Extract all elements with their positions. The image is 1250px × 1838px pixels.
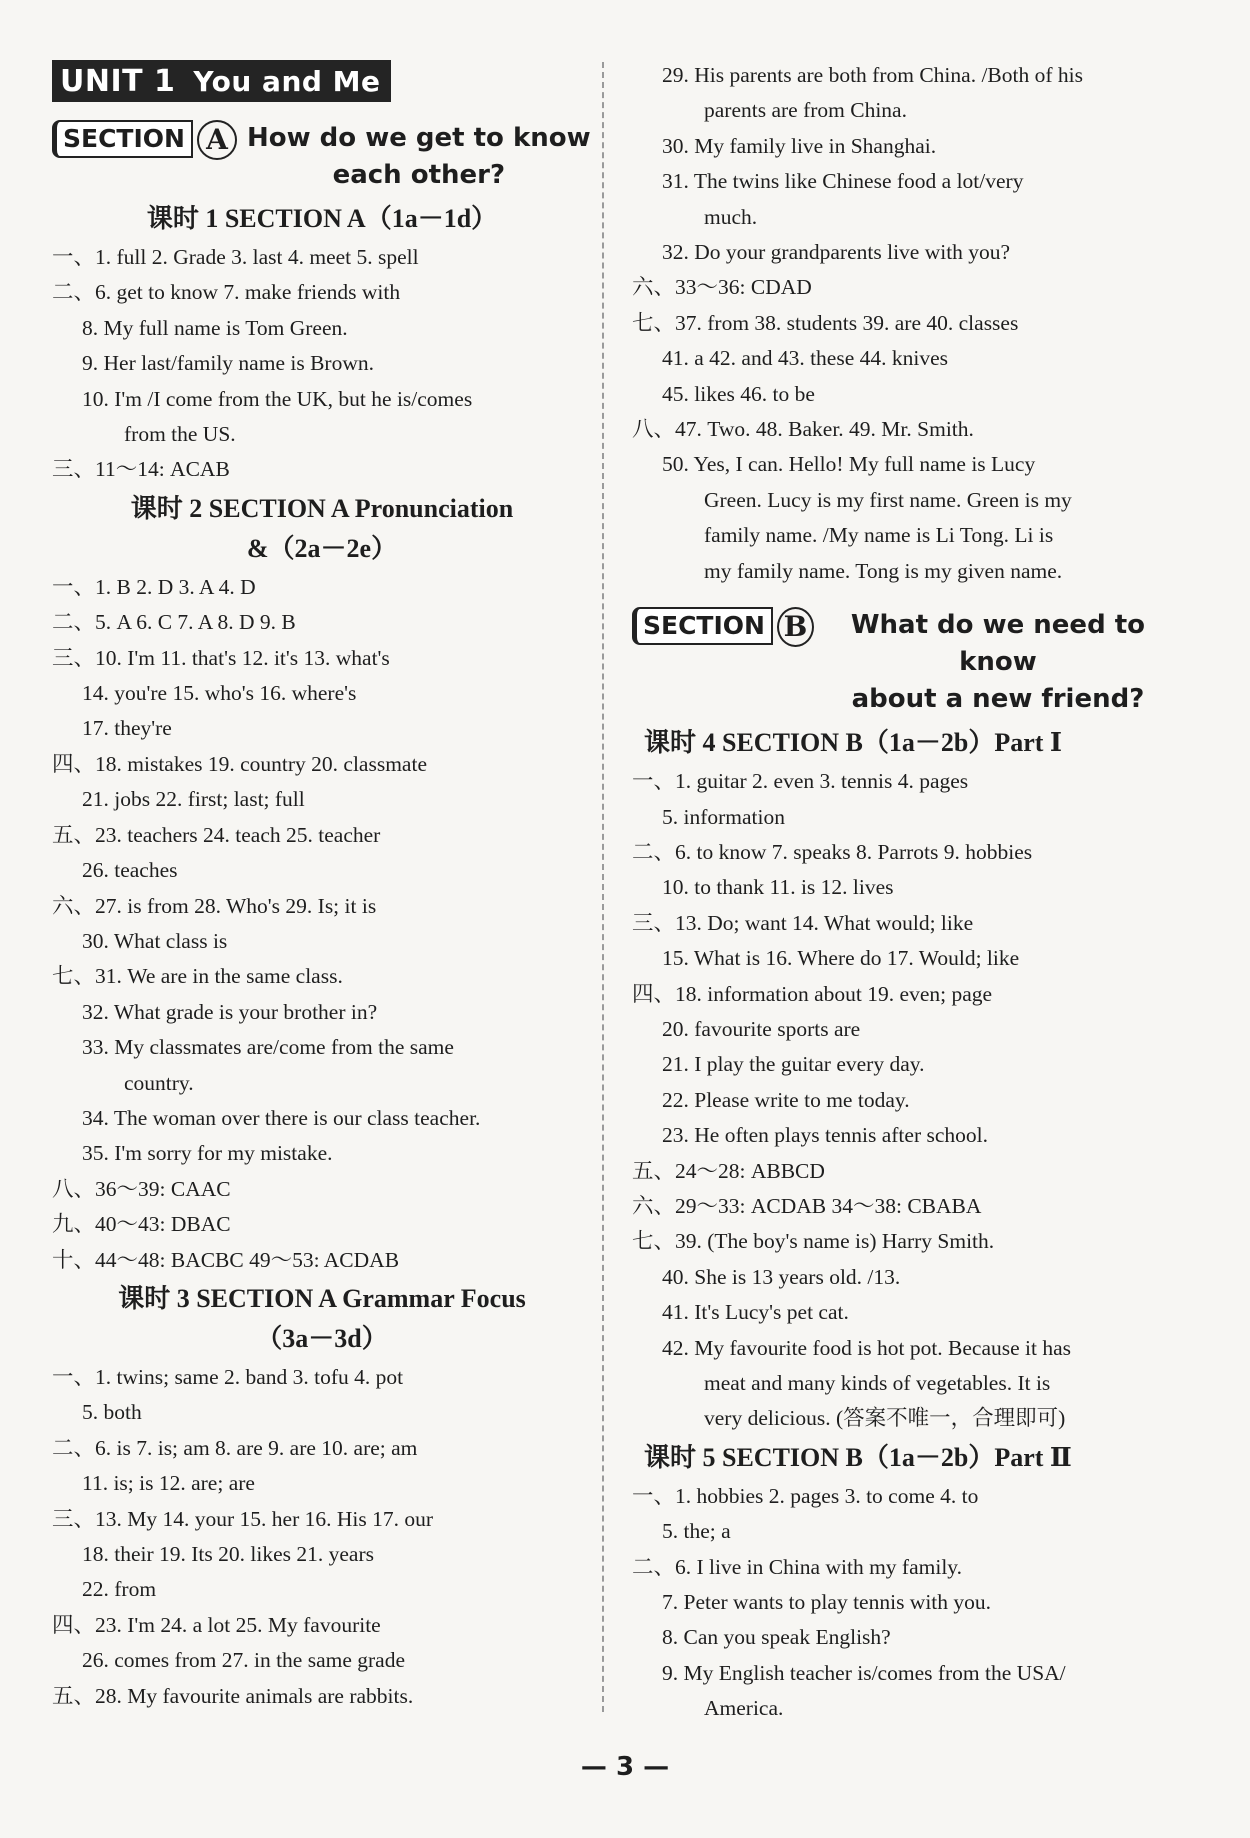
answer-line: 21. I play the guitar every day. <box>662 1052 925 1077</box>
answer-line: 35. I'm sorry for my mistake. <box>82 1141 333 1166</box>
lesson-1-heading: 课时 1 SECTION A（1a－1d） <box>146 204 498 233</box>
answer-line: 一、1. full 2. Grade 3. last 4. meet 5. spell <box>52 245 419 269</box>
answer-line: 9. My English teacher is/comes from the USA/ <box>662 1660 1066 1685</box>
section-a-title <box>247 120 591 194</box>
answer-line: 八、47. Two. 48. Baker. 49. Mr. Smith. <box>632 417 974 442</box>
answer-line: 六、33～36: CDAD <box>632 275 812 300</box>
answer-line: much. <box>704 204 758 229</box>
answer-line: 二、6. is 7. is; am 8. are 9. are 10. are; am <box>52 1435 418 1460</box>
answer-line: 三、11～14: ACAB <box>52 457 230 482</box>
answer-line: 8. My full name is Tom Green. <box>82 315 348 340</box>
section-b-title-line2: about a new friend? <box>851 684 1145 715</box>
section-b-title <box>824 607 1172 718</box>
section-b-title-line1: What do we need to know <box>850 610 1146 678</box>
answer-line: 50. Yes, I can. Hello! My full name is Lucy <box>662 452 1036 477</box>
answer-line: 六、27. is from 28. Who's 29. Is; it is <box>52 893 377 918</box>
unit-label: UNIT 1 <box>60 64 176 99</box>
answer-line: Green. Lucy is my first name. Green is my <box>704 487 1072 512</box>
answer-line: 四、18. mistakes 19. country 20. classmate <box>52 751 427 776</box>
answer-line: 九、40～43: DBAC <box>52 1212 231 1237</box>
answer-line: 17. they're <box>82 716 172 741</box>
answer-line: 18. their 19. Its 20. likes 21. years <box>82 1542 374 1566</box>
section-b-header <box>632 607 1172 718</box>
answer-line: 40. She is 13 years old. /13. <box>662 1264 901 1289</box>
answer-line: 30. My family live in Shanghai. <box>662 133 937 158</box>
answer-line: 八、36～39: CAAC <box>52 1176 231 1201</box>
answer-line: family name. /My name is Li Tong. Li is <box>704 523 1054 548</box>
answer-line: 15. What is 16. Where do 17. Would; like <box>662 946 1020 971</box>
answer-line: 五、23. teachers 24. teach 25. teacher <box>52 822 381 847</box>
left-column <box>52 58 592 1714</box>
answer-line: 41. It's Lucy's pet cat. <box>662 1300 849 1325</box>
answer-line: 一、1. twins; same 2. band 3. tofu 4. pot <box>52 1364 404 1389</box>
answer-line: 三、10. I'm 11. that's 12. it's 13. what's <box>52 645 390 670</box>
answer-line: 23. He often plays tennis after school. <box>662 1123 988 1148</box>
answer-line: 14. you're 15. who's 16. where's <box>82 681 357 706</box>
answer-line: 一、1. hobbies 2. pages 3. to come 4. to <box>632 1483 979 1508</box>
answer-line: country. <box>124 1070 194 1095</box>
answer-line: meat and many kinds of vegetables. It is <box>704 1371 1051 1395</box>
section-a-header <box>52 120 592 194</box>
answer-line: 42. My favourite food is hot pot. Because it has <box>662 1335 1072 1360</box>
lesson-4-heading: 课时 4 SECTION B（1a－2b）Part Ⅰ <box>644 728 1063 758</box>
answer-line: 29. His parents are both from China. /Both of his <box>662 63 1083 87</box>
answer-line: 三、13. My 14. your 15. her 16. His 17. our <box>52 1506 434 1531</box>
section-b-letter: B <box>777 607 814 647</box>
answer-line: 7. Peter wants to play tennis with you. <box>662 1590 992 1615</box>
answer-line: 21. jobs 22. first; last; full <box>82 787 305 812</box>
lesson-3-heading-sub: （3a－3d） <box>256 1323 388 1353</box>
answer-line: America. <box>704 1696 784 1721</box>
lesson-2-heading-sub: &（2a－2e） <box>246 533 398 563</box>
right-column <box>632 58 1172 1727</box>
answer-line: 七、31. We are in the same class. <box>52 964 343 989</box>
section-a-letter: A <box>197 120 237 160</box>
answer-line: 一、1. B 2. D 3. A 4. D <box>52 574 256 599</box>
unit-banner <box>52 60 391 102</box>
answer-line: 11. is; is 12. are; are <box>82 1471 255 1496</box>
answer-line: 五、24～28: ABBCD <box>632 1158 825 1183</box>
section-a-title-line2: each other? <box>332 160 506 190</box>
answer-line: my family name. Tong is my given name. <box>704 558 1063 583</box>
page-number: — 3 — <box>580 1752 670 1782</box>
answer-line: 二、6. get to know 7. make friends with <box>52 280 401 305</box>
answer-line: 26. comes from 27. in the same grade <box>82 1648 406 1673</box>
answer-line: 20. favourite sports are <box>662 1016 861 1041</box>
answer-line: 二、6. I live in China with my family. <box>632 1554 963 1579</box>
answer-line: 22. Please write to me today. <box>662 1087 910 1112</box>
answer-line: 二、6. to know 7. speaks 8. Parrots 9. hobbies <box>632 839 1033 864</box>
answer-line: 5. both <box>82 1400 142 1425</box>
lesson-5-heading: 课时 5 SECTION B（1a－2b）Part Ⅱ <box>644 1442 1072 1472</box>
answer-line: 二、5. A 6. C 7. A 8. D 9. B <box>52 610 296 635</box>
answer-line: 七、39. (The boy's name is) Harry Smith. <box>632 1229 995 1254</box>
answer-line: from the US. <box>124 422 236 447</box>
answer-line: very delicious. (答案不唯一，合理即可) <box>704 1406 1066 1431</box>
answer-line: 10. to thank 11. is 12. lives <box>662 875 894 900</box>
answer-line: 五、28. My favourite animals are rabbits. <box>52 1683 414 1708</box>
section-b-box: SECTION <box>632 607 773 645</box>
lesson-2-heading: 课时 2 SECTION A Pronunciation <box>130 493 514 523</box>
answer-line: 30. What class is <box>82 928 228 953</box>
answer-line: 十、44～48: BACBC 49～53: ACDAB <box>52 1247 400 1272</box>
answer-line: 三、13. Do; want 14. What would; like <box>632 910 974 935</box>
answer-line: 31. The twins like Chinese food a lot/very <box>662 169 1024 194</box>
answer-line: 32. Do your grandparents live with you? <box>662 240 1011 265</box>
answer-line: 四、23. I'm 24. a lot 25. My favourite <box>52 1612 381 1637</box>
unit-title: You and Me <box>193 65 381 98</box>
answer-line: 34. The woman over there is our class teacher. <box>82 1105 481 1130</box>
section-a-title-line1: How do we get to know <box>246 123 591 153</box>
answer-line: 5. information <box>662 804 786 829</box>
answer-line: 26. teaches <box>82 858 178 883</box>
answer-line: 33. My classmates are/come from the same <box>82 1035 454 1060</box>
column-divider <box>602 62 604 1712</box>
answer-line: 一、1. guitar 2. even 3. tennis 4. pages <box>632 769 969 794</box>
answer-line: 5. the; a <box>662 1519 731 1544</box>
answer-line: 四、18. information about 19. even; page <box>632 981 993 1006</box>
answer-line: 41. a 42. and 43. these 44. knives <box>662 346 949 371</box>
answer-line: 8. Can you speak English? <box>662 1625 891 1650</box>
answer-line: 六、29～33: ACDAB 34～38: CBABA <box>632 1193 982 1218</box>
answer-line: 七、37. from 38. students 39. are 40. classes <box>632 310 1019 335</box>
lesson-3-heading: 课时 3 SECTION A Grammar Focus <box>118 1283 526 1313</box>
answer-line: 22. from <box>82 1577 157 1602</box>
answer-line: 9. Her last/family name is Brown. <box>82 351 374 376</box>
answer-line: 45. likes 46. to be <box>662 381 815 406</box>
answer-line: 32. What grade is your brother in? <box>82 999 378 1024</box>
section-a-box: SECTION <box>52 120 193 158</box>
answer-line: parents are from China. <box>704 98 907 123</box>
answer-line: 10. I'm /I come from the UK, but he is/comes <box>82 386 473 411</box>
